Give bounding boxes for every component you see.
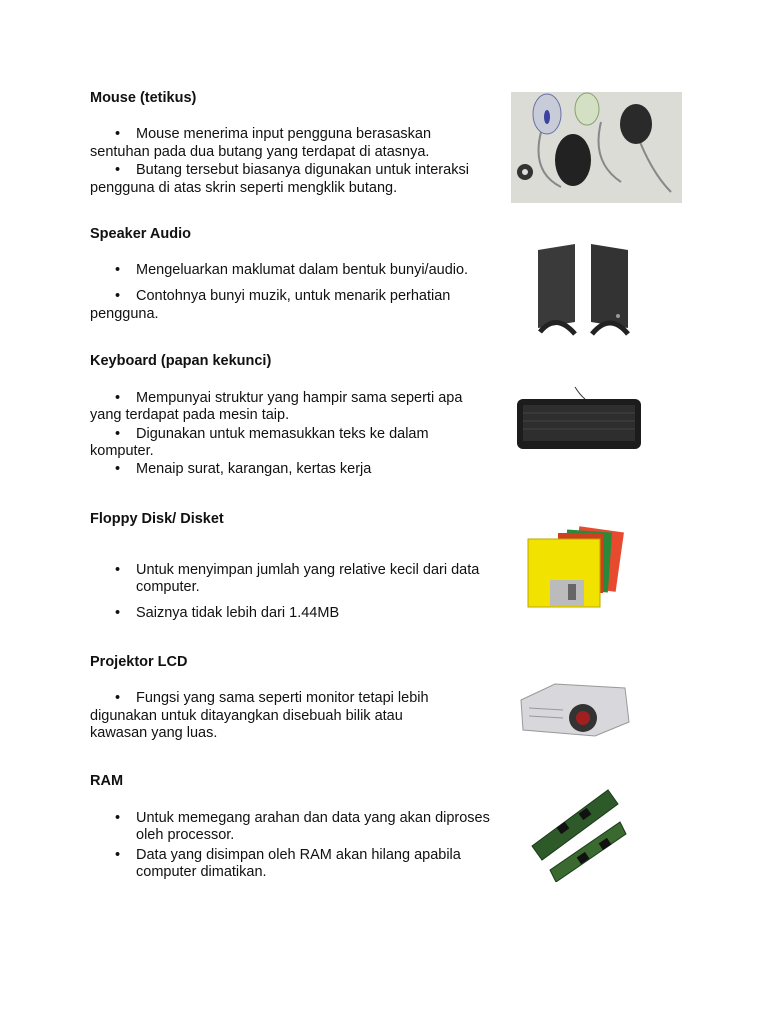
bullet-item: • Digunakan untuk memasukkan teks ke dalam — [115, 426, 429, 442]
bullet-continuation: pengguna di atas skrin seperti mengklik butang. — [90, 180, 398, 196]
bullet-icon: • — [115, 847, 121, 863]
speaker-image — [530, 242, 636, 341]
bullet-continuation: kawasan yang luas. — [90, 725, 218, 741]
mouse-image — [511, 92, 682, 203]
heading-mouse: Mouse (tetikus) — [90, 90, 197, 106]
floppy-disk-image — [520, 525, 635, 610]
bullet-item: • Mempunyai struktur yang hampir sama seperti apa — [115, 390, 463, 406]
bullet-continuation: computer. — [136, 579, 200, 595]
bullet-continuation: computer dimatikan. — [136, 864, 267, 880]
bullet-icon: • — [115, 605, 121, 621]
bullet-item: • Mengeluarkan maklumat dalam bentuk bunyi/audio. — [115, 262, 469, 278]
bullet-item: • Untuk menyimpan jumlah yang relative kecil dari data — [115, 562, 480, 578]
bullet-continuation: komputer. — [90, 443, 154, 459]
bullet-continuation: oleh processor. — [136, 827, 235, 843]
bullet-icon: • — [115, 390, 121, 406]
heading-ram: RAM — [90, 773, 124, 789]
bullet-item: • Contohnya bunyi muzik, untuk menarik perhatian — [115, 288, 451, 304]
heading-keyboard: Keyboard (papan kekunci) — [90, 353, 272, 369]
bullet-icon: • — [115, 461, 121, 477]
keyboard-image — [515, 385, 643, 455]
heading-speaker: Speaker Audio — [90, 226, 191, 242]
heading-projector: Projektor LCD — [90, 654, 188, 670]
bullet-item: • Fungsi yang sama seperti monitor tetapi lebih — [115, 690, 429, 706]
bullet-item: • Butang tersebut biasanya digunakan untuk interaksi — [115, 162, 469, 178]
bullet-item: • Mouse menerima input pengguna berasaskan — [115, 126, 432, 142]
bullet-item: • Menaip surat, karangan, kertas kerja — [115, 461, 372, 477]
bullet-icon: • — [115, 810, 121, 826]
projector-image — [515, 678, 632, 740]
bullet-item: • Data yang disimpan oleh RAM akan hilang apabila — [115, 847, 461, 863]
bullet-icon: • — [115, 562, 121, 578]
bullet-continuation: yang terdapat pada mesin taip. — [90, 407, 290, 423]
bullet-item: • Saiznya tidak lebih dari 1.44MB — [115, 605, 340, 621]
bullet-icon: • — [115, 690, 121, 706]
bullet-icon: • — [115, 162, 121, 178]
bullet-icon: • — [115, 262, 121, 278]
ram-image — [528, 788, 628, 882]
heading-floppy: Floppy Disk/ Disket — [90, 511, 224, 527]
bullet-continuation: pengguna. — [90, 306, 159, 322]
bullet-icon: • — [115, 426, 121, 442]
bullet-icon: • — [115, 288, 121, 304]
bullet-item: • Untuk memegang arahan dan data yang akan diproses — [115, 810, 490, 826]
bullet-icon: • — [115, 126, 121, 142]
bullet-continuation: sentuhan pada dua butang yang terdapat di atasnya. — [90, 144, 430, 160]
bullet-continuation: digunakan untuk ditayangkan disebuah bilik atau — [90, 708, 403, 724]
